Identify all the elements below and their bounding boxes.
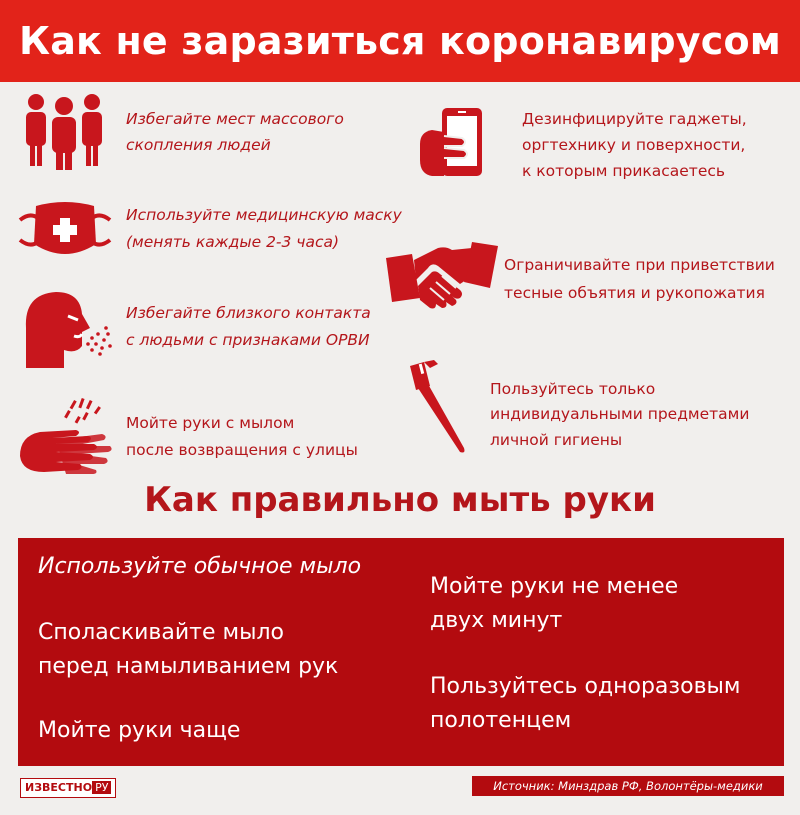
medical-mask-icon <box>16 198 114 262</box>
handwash-tip-duration-line-2: двух минут <box>430 608 563 633</box>
tip-gadgets-line-2: оргтехнику и поверхности, <box>522 136 746 154</box>
handwash-tip-often: Мойте руки чаще <box>38 718 241 743</box>
tip-crowd-line-2: скопления людей <box>126 136 271 154</box>
tip-contact-line-1: Избегайте близкого контакта <box>126 304 371 322</box>
handwash-tip-soap: Используйте обычное мыло <box>38 554 362 579</box>
handwash-tip-duration-line-1: Мойте руки не менее <box>430 574 679 599</box>
source-caption: Источник: Минздрав РФ, Волонтёры-медики <box>472 776 784 796</box>
handwash-title: Как правильно мыть руки <box>144 480 656 520</box>
sneezing-person-icon <box>16 288 114 370</box>
brand-logo-suffix: РУ <box>92 781 111 794</box>
handwash-panel <box>18 538 784 766</box>
washing-hands-icon <box>16 396 116 480</box>
handshake-icon <box>386 238 498 310</box>
brand-logo-main: ИЗВЕСТНО <box>25 781 93 794</box>
tip-crowd-line-1: Избегайте мест массового <box>126 110 344 128</box>
crowd-icon <box>18 92 110 170</box>
brand-logo <box>20 778 116 798</box>
tip-mask-line-1: Используйте медицинскую маску <box>126 206 402 224</box>
tip-hygiene-line-3: личной гигиены <box>490 431 623 449</box>
tip-hygiene-line-1: Пользуйтесь только <box>490 380 656 398</box>
page-title: Как не заразиться коронавирусом <box>18 19 782 63</box>
tip-handshake-line-2: тесные объятия и рукопожатия <box>504 284 765 302</box>
handwash-tip-towel-line-2: полотенцем <box>430 708 572 733</box>
tip-gadgets-line-3: к которым прикасаетесь <box>522 162 726 180</box>
handwash-tip-rinse-line-1: Споласкивайте мыло <box>38 620 285 645</box>
tip-contact-line-2: с людьми с признаками ОРВИ <box>126 331 370 349</box>
header-banner <box>0 0 800 82</box>
phone-in-hand-icon <box>418 104 490 180</box>
tip-gadgets-line-1: Дезинфицируйте гаджеты, <box>522 110 747 128</box>
tip-handshake-line-1: Ограничивайте при приветствии <box>504 256 775 274</box>
tip-wash-line-2: после возвращения с улицы <box>126 441 358 459</box>
toothbrush-icon <box>404 358 474 454</box>
tip-wash-line-1: Мойте руки с мылом <box>126 414 295 432</box>
tip-hygiene-line-2: индивидуальными предметами <box>490 405 750 423</box>
handwash-tip-rinse-line-2: перед намыливанием рук <box>38 654 339 679</box>
handwash-tip-towel-line-1: Пользуйтесь одноразовым <box>430 674 741 699</box>
tip-mask-line-2: (менять каждые 2-3 часа) <box>126 233 340 251</box>
